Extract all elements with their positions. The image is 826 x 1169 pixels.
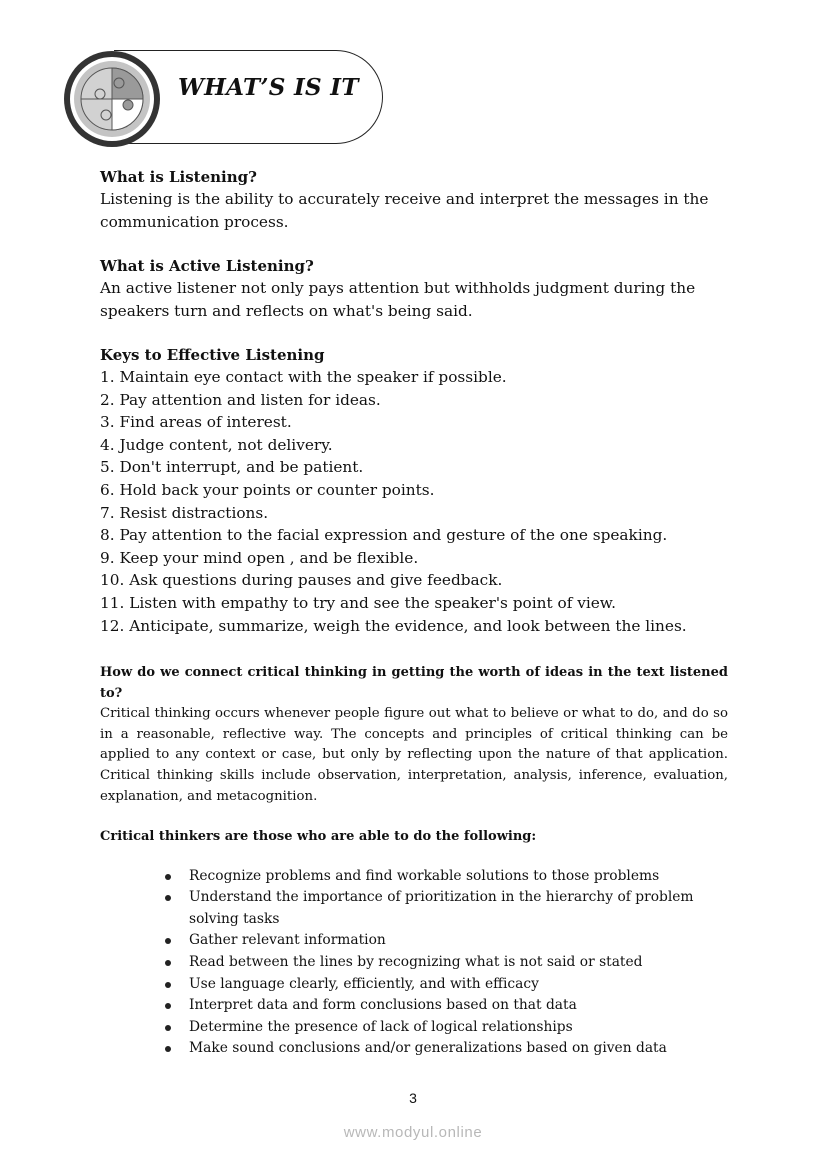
list-item: Make sound conclusions and/or generalizations based on given data xyxy=(165,1038,728,1060)
heading-listening: What is Listening? xyxy=(100,168,257,186)
critical-thinkers-list xyxy=(100,866,728,1060)
banner-title: WHAT’S IS IT xyxy=(178,74,359,101)
bullet-icon xyxy=(165,1025,171,1031)
keys-list xyxy=(100,366,728,637)
section-critical-thinkers xyxy=(100,827,728,1060)
section-keys xyxy=(100,344,728,637)
list-item: 7. Resist distractions. xyxy=(100,503,269,522)
list-item: Gather relevant information xyxy=(165,930,728,952)
heading-critical-thinking: How do we connect critical thinking in getting the worth of ideas in the text listened to? xyxy=(100,665,728,701)
puzzle-icon xyxy=(62,47,164,151)
section-listening xyxy=(100,166,728,233)
heading-critical-thinkers: Critical thinkers are those who are able to do the following: xyxy=(100,829,537,845)
list-item: 8. Pay attention to the facial expression and gesture of the one speaking. xyxy=(100,526,668,545)
list-item: 9. Keep your mind open , and be flexible. xyxy=(100,548,419,567)
section-banner xyxy=(62,50,384,154)
heading-active-listening: What is Active Listening? xyxy=(100,257,314,275)
bullet-icon xyxy=(165,960,171,966)
list-item: 12. Anticipate, summarize, weigh the evidence, and look between the lines. xyxy=(100,616,687,635)
list-item: Use language clearly, efficiently, and with efficacy xyxy=(165,974,728,996)
bullet-icon xyxy=(165,982,171,988)
paragraph-listening: Listening is the ability to accurately receive and interpret the messages in the communication process. xyxy=(100,190,709,231)
paragraph-critical-thinking: Critical thinking occurs whenever people figure out what to believe or what to do, and do so in a reasonable, reflective way. The concepts and principles of critical thinking can be applied to any context or case, but only by reflecting upon the nature of that application. Critical thinking skills include observation, interpretation, analysis, inference, evaluation, explanation, and metacognition. xyxy=(100,706,728,804)
list-item: 1. Maintain eye contact with the speaker if possible. xyxy=(100,368,507,386)
list-item: Recognize problems and find workable solutions to those problems xyxy=(165,866,728,888)
list-item: 4. Judge content, not delivery. xyxy=(100,435,333,454)
bullet-icon xyxy=(165,874,171,880)
list-item: Read between the lines by recognizing what is not said or stated xyxy=(165,952,728,974)
bullet-icon xyxy=(165,938,171,944)
watermark: www.modyul.online xyxy=(343,1124,483,1141)
list-item: 10. Ask questions during pauses and give feedback. xyxy=(100,571,503,590)
paragraph-active-listening: An active listener not only pays attention but withholds judgment during the speakers turn and reflects on what's being said. xyxy=(100,279,696,320)
heading-keys: Keys to Effective Listening xyxy=(100,346,325,364)
bullet-icon xyxy=(165,895,171,901)
section-active-listening xyxy=(100,255,728,322)
list-item: 3. Find areas of interest. xyxy=(100,413,292,432)
bullet-icon xyxy=(165,1046,171,1052)
list-item: 5. Don't interrupt, and be patient. xyxy=(100,458,364,477)
list-item: 2. Pay attention and listen for ideas. xyxy=(100,390,381,409)
page-number: 3 xyxy=(409,1090,417,1106)
list-item: 6. Hold back your points or counter points. xyxy=(100,480,435,499)
list-item: Understand the importance of prioritization in the hierarchy of problem solving tasks xyxy=(165,887,728,930)
list-item: Determine the presence of lack of logical relationships xyxy=(165,1017,728,1039)
list-item: 11. Listen with empathy to try and see the speaker's point of view. xyxy=(100,593,616,612)
bullet-icon xyxy=(165,1003,171,1009)
page-content xyxy=(100,166,728,1060)
section-critical-thinking xyxy=(100,663,728,807)
list-item: Interpret data and form conclusions based on that data xyxy=(165,995,728,1017)
